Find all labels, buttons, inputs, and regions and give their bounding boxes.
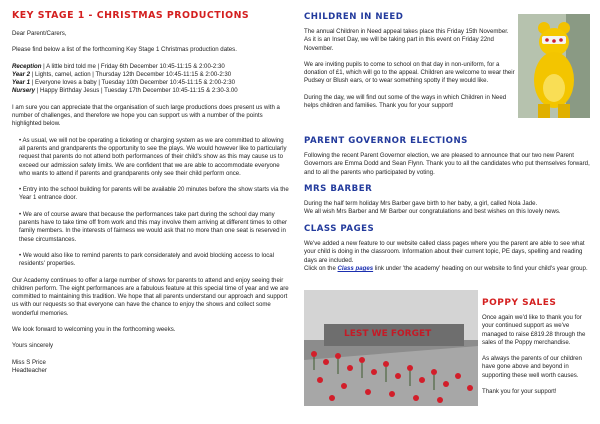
mrs-barber-text-1: During the half term holiday Mrs Barber gave birth to her baby, a girl, called Nola Jade. [304, 200, 538, 207]
poppy-sales-text-block [482, 298, 594, 396]
bullet-seating: • We are of course aware that because the performances take part during the school day many parents have to take time off from work and this may involve them arriving at different times to other family members. In the interests of fairness we would ask that no more than one seat is reserved in these circumstances. [19, 210, 288, 243]
poppy-sales-text-3: Thank you for your support! [482, 388, 557, 396]
left-column [12, 8, 290, 375]
signoff: Yours sincerely [12, 342, 54, 350]
christmas-productions-title: KEY STAGE 1 - CHRISTMAS PRODUCTIONS [12, 10, 250, 21]
poppy-photo [304, 290, 478, 406]
signatory-role: Headteacher [12, 366, 47, 374]
bullet-parking: • We would also like to remind parents to park considerately and avoid blocking access to local residents' properties. [19, 251, 275, 268]
parent-governor-section [304, 136, 594, 177]
mrs-barber-text-2: We all wish Mrs Barber and Mr Barber our congratulations and best wishes on this lovely news. [304, 208, 561, 216]
class-pages-link[interactable]: Class pages [337, 264, 374, 272]
intro-text: Please find below a list of the forthcoming Key Stage 1 Christmas production dates. [12, 46, 237, 54]
poppy-sales-title: POPPY SALES [482, 298, 557, 308]
pudsey-photo [518, 14, 590, 118]
right-column [304, 8, 594, 418]
class-pages-text-2: Click on the Class pages link under 'the academy' heading on our website to find your child's year group. [304, 264, 588, 272]
mrs-barber-section [304, 184, 594, 217]
schedule-row: Year 1 | Everyone loves a baby | Tuesday 10th December 10:45-11:15 & 2:00-2:30 [12, 79, 236, 87]
greeting: Dear Parent/Carers, [12, 30, 67, 37]
appreciation-text: I am sure you can appreciate that the organisation of such large productions does present us with a number of challenges, and therefore we hope you can support us with a number of the points highlighted below. [12, 103, 280, 128]
schedule-row: Reception | A little bird told me | Friday 6th December 10:45-11:15 & 2:00-2:30 [12, 62, 225, 70]
poppy-sales-text-1: Once again we'd like to thank you for your continued support as we've managed to raise £819.28 through the sales of the Poppy merchandise. [482, 314, 586, 346]
photo-caption: LEST WE FORGET [344, 329, 432, 339]
poppy-sales-text-2: As always the parents of our children have gone above and beyond in supporting these well worth causes. [482, 355, 582, 379]
class-pages-section [304, 224, 594, 273]
look-forward-text: We look forward to welcoming you in the forthcoming weeks. [12, 326, 176, 334]
schedule-row: Nursery | Happy Birthday Jesus | Tuesday 17th December 10:45-11:15 & 2:30-3.00 [12, 87, 238, 95]
parent-governor-title: PARENT GOVERNOR ELECTIONS [304, 136, 468, 146]
bullet-ticketing: • As usual, we will not be operating a ticketing or charging system as we are committed to allowing all parents and grandparents the opportunity to see the plays. We would however like to particularly request that parents do not attend both performances of their child's show as this may cause us to exceed our admission safety limits. We are confident that we are able to accommodate everyone who wants to attend if parents and grandparents only see their child perform once. [19, 136, 287, 177]
cin-paragraph-2: We are inviting pupils to come to school on that day in non-uniform, for a donation of £1, which will go to the appeal. Children are welcome to wear their Pudsey or Blush ears, or to wear something spotty if they would like. [304, 60, 515, 85]
bullet-entry: • Entry into the school building for parents will be available 20 minutes before the show starts via the Year 1 entrance door. [19, 186, 289, 202]
children-in-need-title: CHILDREN IN NEED [304, 12, 404, 22]
parent-governor-text: Following the recent Parent Governor election, we are pleased to announce that our two new Parent Governors are Emma Dodd and Sean Flynn. Thank you to all the candidates who put themselves forward, and to all the parents who participated by voting. [304, 152, 590, 176]
cin-paragraph-3: During the day, we will find out some of the ways in which Children in Need helps children and families. Thank you for your support! [304, 93, 507, 110]
signatory-name: Miss S Price [12, 358, 46, 366]
poppy-sales-section [304, 290, 594, 410]
class-pages-title: CLASS PAGES [304, 224, 375, 234]
pudsey-bear-icon [518, 14, 590, 118]
class-pages-text-1: We've added a new feature to our website called class pages where you the parent are able to see what your child is doing in the classroom. Information about their current topic, PE days, spelling and reading days are included. [304, 240, 585, 264]
production-schedule [12, 63, 290, 96]
academy-text: Our Academy continues to offer a large number of shows for parents to attend and enjoy seeing their children perform. The eight performances are a fabulous feature at this special time of year and we are committed to maintaining this tradition. We hope that all parents understand our approach and support us with our requests so that everyone can have the chance to enjoy the shows and collect some wonderful memories. [12, 276, 289, 317]
poppy-field-icon [304, 290, 478, 406]
mrs-barber-title: MRS BARBER [304, 184, 373, 194]
schedule-row: Year 2 | Lights, camel, action | Thursday 12th December 10:45-11:15 & 2:00-2:30 [12, 70, 232, 78]
cin-paragraph-1: The annual Children in Need appeal takes place this Friday 15th November. As it is an Inset Day, we will be taking part in this event on Friday 22nd November. [304, 28, 509, 52]
